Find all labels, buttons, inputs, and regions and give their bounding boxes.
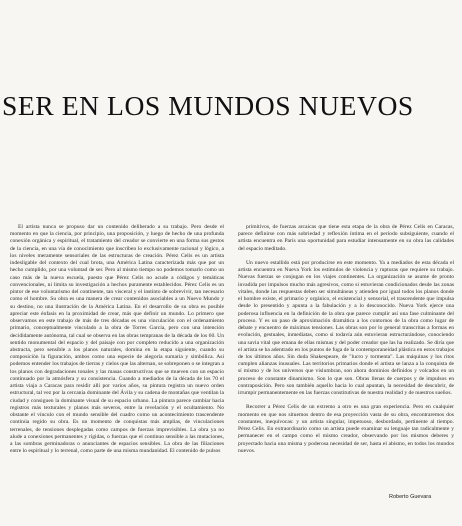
body-paragraph: primitivos, de fuerzas arcaicas que tiene esta etapa de la obra de Pérez Celis en Caracas, parece definirse con más sobriedad y reflexión íntima en el período subsiguiente, cuando el artista encuentra en París una oportunidad para estudiar intensamente en su obra las calidades del espacio meditado. — [238, 224, 454, 252]
body-paragraph: Recorrer a Pérez Celis de un extremo a otro es una gran experiencia. Pero en cualquier momento en que nos situemos dentro de esa proyección vasta de su obra, encontraremos dos constantes, inequívocas: y un artista singular, impetuoso, desbordado, pertinente al tiempo. Pérez Celis. En extraordinario como un artista puede examinar su lenguaje tan radicalmente y permanecer en el campo como el mismo creador, observando por los mismos deberes y proyectado hacia una misma y poderosa necesidad de ser, hasta el abismo, en todos los mundos nuevos. — [238, 404, 454, 454]
article-left-column — [10, 224, 224, 514]
author-signature: Roberto Guevara — [389, 494, 432, 500]
page-title: SER EN LOS MUNDOS NUEVOS — [2, 90, 414, 121]
article-right-column — [238, 224, 454, 486]
body-paragraph: El artista nunca se propuso dar un contenido deliberado a su trabajo. Pero desde el momento en que la ciencia, por principio, una proposición, y luego de hecho de una profunda conexión orgánica y espiritual, el tratamiento del creador se convierte en una forma sus gestos de la ciencia, en una vía de conocimiento que inscriben lo exclusivamente racional y lógico, a los niveles meramente sensoriales de las estructuras de creación. Pérez Celis es un artista indesligable del contexto del cual brota, una América Latina caracterizada más que por un hecho cumplido, por una voluntad de ser. Pero al mismo tiempo no podemos tomarlo como un caso más de la nueva escuela, puesto que Pérez Celis no acude a códigos y temáticas convencionales, ni limita su investigación a hechos puramente establecidos. Pérez Celis es un pintor de ese voluntarismo del continente, tan visceral y el instinto de sobrevivir, tan necesario como el hombre. Su obra es una manera de crear contenidos asociables a un Nuevo Mundo y su destino, no una ilustración de la América Latina. En el desarrollo de su obra es posible apreciar este énfasis en la proximidad de crear, más que definir un mundo. Lo primero que observamos en este trabajo de más de tres décadas es una vinculación con el ordenamiento primario, conceptualmente vinculado a la obra de Torres García, pero con una intención decididamente autónoma, tal cual se observa en las obras tempranas de la década de los 60. Un sentido monumental del espacio y del paisaje con por completo reducido a una organización abstracta, pero sensible a los planos naturales, domina en la etapa siguiente, cuando su composición la figuración, ambos como una especie de alegoría sumaria y simbólica. Así podemos entender los trabajos de tierras y cielos que las alternan, se sobreponen o se integran a los planos con degradaciones tonales y las masas constructivas que se mueven con un espacio continuado por la atmósfera y su consistencia. Cuando a mediados de la década de los 70 el artista viaja a Caracas para residir allí por varios años, su pintura registra un nuevo orden estructural, tal vez por la cercanía dominante del Ávila y su cadena de montañas que ventilan la ciudad y consiguen la dominante visual de su espacio urbano. La pintura parece cambiar hacia registros más texturales y planos más severos, entre la revelación y el ocultamiento. No obstante el vínculo con el mundo sensible del cuadro como un acontecimiento trascendente continúa regido su obra. Es un momento de conquistas más amplias, de vinculaciones terrenales, de tensiones desplegadas como campos de fuerzas imprevisibles. La obra ya no alude a conexiones permanentes y rígidas, o fuerzas que el continuo sensible a las mutaciones, a las sombras germinadoras o anunciantes de espacios sensibles. La obra de las filiaciones entre lo espiritual y lo terrenal, como parte de una misma mundanidad. El contenido de pulsos — [10, 224, 224, 455]
body-paragraph: Un nuevo estallido está por producirse en este momento. Ya a mediados de esta década el artista encuentra en Nueva York los estímulos de violencia y rupturas que requiere su trabajo. Nuevas fuerzas se conjugan en los viajes continentes. La organización se asume de pronto invadida por impulsos mucho más agresivos, como si estuvieran condicionados desde las zonas vitales, donde las respuestas deben ser simultáneas y atienden por igual todos los planos donde el hombre existe, el primario y orgánico, el existencial y sensorial, el trascendente que impulsa desde lo presentido y apunta a la fabulación y a lo desconocido. Nueva York ejerce una poderosa influencia en la definición de la obra que parece cumplir así una fase culminante del proceso. Y es un paso de aproximación dramática a los contornos de la obra como lugar de debate y encuentro de máximas tensiones. Las obras son por lo general transcritas a formas en evolución, gestuales, inmediatas, como si todavía aún estuvieran estructurándose, conociendo una savia vital que emana de ellas mismas y del poder creador que las ha realizado. Se diría que el artista se ha adentrado en los puntos de fuga de la contemporaneidad plástica en estos trabajos de los últimos años. Sin duda Shakespeare, de "lucro y tormenta". Las máquinas y los ritos cumplen alianzas inusuales. Las territorios primarios donde el artista se lanza a la conquista de sí mismo y de los universos que vislumbran, son ahora dominios definidos y volcados en un proceso de constante dinamismo. Son lo que son. Obras llenas de cuerpos y de impulsos en contraposición. Pero son también aquello hacia lo cual apuntan, la necesidad de descubrir, de irrumpir permanentemente en las fuerzas constitutivas de nuestra realidad y de nuestros sueños. — [238, 259, 454, 397]
